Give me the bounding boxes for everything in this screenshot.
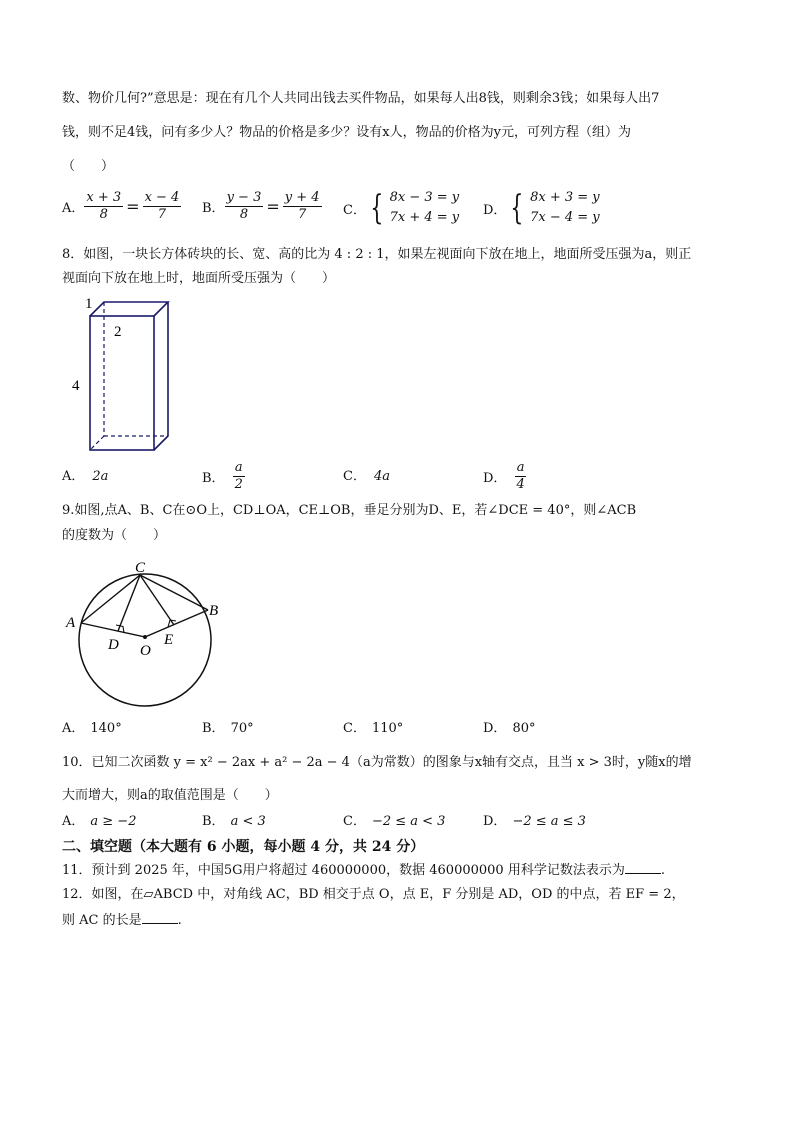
q7-line2: 钱，则不足4钱，问有多少人？物品的价格是多少？设有x人，物品的价格为y元，可列方程（组）为 (62, 125, 631, 140)
option-label: B． (202, 201, 225, 216)
option-label: B． (202, 721, 225, 736)
option-label: C． (343, 814, 366, 829)
q7-answer-paren: （ ） (62, 159, 115, 174)
fraction: $\frac{x + 3}{8}$ (86, 190, 122, 222)
option-label: B． (202, 814, 225, 829)
fraction: $\frac{y - 3}{8}$ (226, 190, 262, 222)
q10-line2: 大而增大，则a的取值范围是（ ） (62, 788, 278, 803)
center-point (143, 635, 147, 639)
q8-option-b[interactable] (202, 460, 245, 493)
q10-option-a[interactable]: A． a ≥ −2 (62, 814, 137, 829)
q10-option-b[interactable]: B． a < 3 (202, 814, 266, 829)
q11: 11．预计到 2025 年，中国5G用户将超过 460000000，数据 460000000 用科学记数法表示为 . (62, 863, 665, 878)
q7-option-d[interactable] (483, 188, 600, 228)
answer-blank[interactable] (142, 911, 178, 924)
brick-right-face (154, 302, 168, 450)
label-height-4: 4 (72, 378, 80, 394)
label-c: C (135, 560, 146, 576)
segment-ob (145, 610, 208, 637)
q9-line2: 的度数为（ ） (62, 528, 167, 543)
q10-option-d[interactable]: D． −2 ≤ a ≤ 3 (483, 814, 586, 829)
label-o: O (140, 643, 151, 659)
option-label: C． (343, 202, 366, 218)
option-label: D． (483, 471, 507, 486)
option-label: D． (483, 814, 507, 829)
option-label: B． (202, 471, 225, 486)
q7-line1: 数、物价几何?”意思是：现在有几个人共同出钱去买件物品，如果每人出8钱，则剩余3钱；如果每人出7 (62, 91, 660, 106)
section-2-title: 二、填空题（本大题有 6 小题，每小题 4 分，共 24 分） (62, 839, 425, 855)
q8-option-a[interactable]: A． 2a (62, 469, 109, 484)
q9-option-b[interactable]: B． 70° (202, 721, 254, 736)
q12-line1: 12．如图，在▱ABCD 中，对角线 AC，BD 相交于点 O，点 E，F 分别是 AD，OD 的中点，若 EF = 2， (62, 887, 685, 902)
q7-option-b[interactable]: B． $\frac{y - 3}{8}$ = $\frac{y + 4}{7}$ (202, 190, 320, 222)
segment-oa (81, 623, 145, 637)
option-label: A． (62, 721, 85, 736)
q8-option-c[interactable]: C． 4a (343, 469, 390, 484)
answer-blank[interactable] (625, 861, 661, 874)
option-label: C． (343, 721, 366, 736)
fraction: $\frac{x - 4}{7}$ (144, 190, 180, 222)
label-e: E (164, 632, 174, 648)
q11-text: 11．预计到 2025 年，中国5G用户将超过 460000000，数据 460000000 用科学记数法表示为 (62, 863, 625, 878)
fraction: $\frac{a}{4}$ (516, 460, 525, 492)
option-label: C． (343, 469, 366, 484)
q10-option-c[interactable]: C． −2 ≤ a < 3 (343, 814, 446, 829)
label-depth-2: 2 (114, 324, 122, 340)
q9-option-c[interactable]: C． 110° (343, 721, 404, 736)
equation-system: { 8x + 3 = y 7x − 4 = y (510, 188, 600, 228)
fraction: $\frac{y + 4}{7}$ (284, 190, 320, 222)
q7-option-c[interactable] (343, 188, 459, 228)
circle-o (79, 574, 211, 706)
label-width-1: 1 (85, 296, 93, 312)
brick-figure (70, 292, 180, 458)
option-label: A． (62, 201, 85, 216)
equation-system: { 8x − 3 = y 7x + 4 = y (370, 188, 460, 228)
fraction: $\frac{a}{2}$ (234, 460, 243, 492)
q9-option-d[interactable]: D． 80° (483, 721, 536, 736)
brick-front-face (90, 316, 154, 450)
option-label: A． (62, 814, 85, 829)
option-label: D． (483, 721, 507, 736)
label-a: A (66, 615, 76, 631)
q8-line1: 8．如图，一块长方体砖块的长、宽、高的比为 4 : 2 : 1，如果左视面向下放在地上，地面所受压强为a，则正 (62, 247, 692, 262)
q10-line1: 10．已知二次函数 y = x² − 2ax + a² − 2a − 4（a为常数）的图象与x轴有交点，且当 x > 3时，y随x的增 (62, 755, 692, 770)
q9-option-a[interactable]: A． 140° (62, 721, 122, 736)
brick-top-face (90, 302, 168, 316)
hidden-edge (90, 436, 104, 450)
q8-line2: 视面向下放在地上时，地面所受压强为（ ） (62, 271, 336, 286)
label-d: D (108, 637, 119, 653)
segment-ce (140, 575, 174, 625)
q7-option-a[interactable]: A． $\frac{x + 3}{8}$ = $\frac{x - 4}{7}$ (62, 190, 180, 222)
q8-option-d[interactable] (483, 460, 527, 493)
q12-line2: 则 AC 的长是 . (62, 913, 182, 928)
circle-figure (62, 555, 232, 710)
option-label: A． (62, 469, 85, 484)
label-b: B (209, 603, 219, 619)
option-label: D． (483, 202, 507, 218)
q9-line1: 9.如图,点A、B、C在⊙O上，CD⊥OA，CE⊥OB，垂足分别为D、E，若∠DCE = 40°，则∠ACB (62, 503, 637, 518)
